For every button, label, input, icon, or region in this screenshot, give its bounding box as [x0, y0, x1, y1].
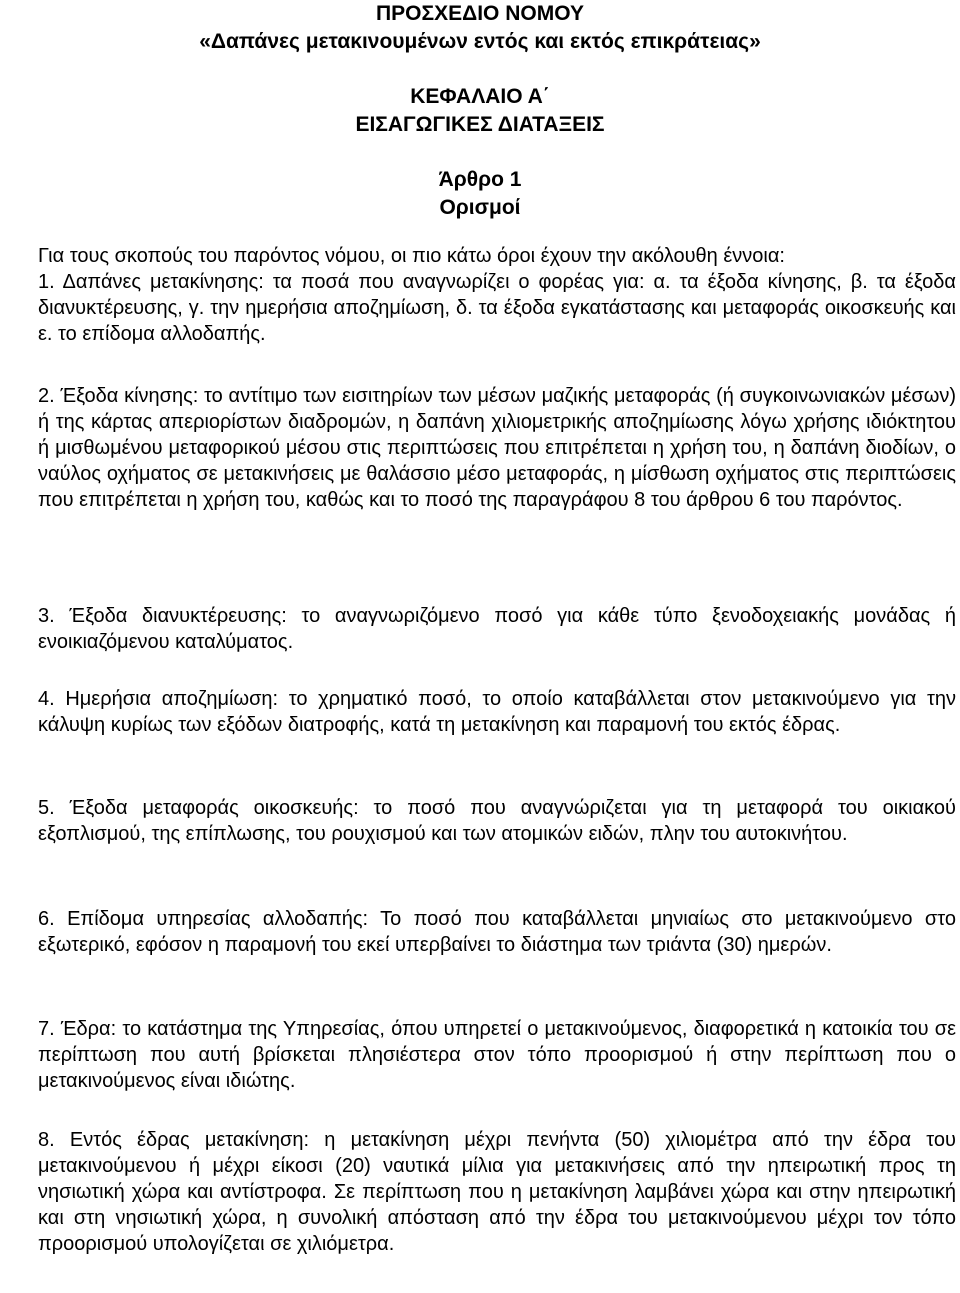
definition-number: 2. — [38, 385, 55, 407]
definition-item-6 — [38, 906, 956, 958]
definition-text: Ημερήσια αποζημίωση: το χρηματικό ποσό, το οποίο καταβάλλεται στον μετακινούμενο για την κάλυψη κυρίως των εξόδων διατροφής, κατά τη μετακίνηση και παραμονή του εκτός έδρας. — [38, 688, 956, 736]
doc-title-heading: «Δαπάνες μετακινουμένων εντός και εκτός επικράτειας» — [199, 30, 761, 53]
definition-item-4 — [38, 686, 956, 738]
intro-paragraph: Για τους σκοπούς του παρόντος νόμου, οι πιο κάτω όροι έχουν την ακόλουθη έννοια: — [38, 245, 785, 267]
definition-number: 3. — [38, 605, 55, 627]
definition-number: 8. — [38, 1129, 55, 1151]
definition-item-5 — [38, 795, 956, 847]
definition-item-1 — [38, 269, 956, 347]
definition-item-3 — [38, 603, 956, 655]
definition-number: 1. — [38, 271, 55, 293]
definition-text: Δαπάνες μετακίνησης: τα ποσά που αναγνωρίζει ο φορέας για: α. τα έξοδα κίνησης, β. τα έξοδα διανυκτέρευσης, γ. την ημερήσια αποζημίωση, δ. τα έξοδα εγκατάστασης και μεταφοράς οικοσκευής και ε. το επίδομα αλλοδαπής. — [38, 271, 956, 345]
definition-item-2 — [38, 383, 956, 513]
article-heading: Άρθρο 1 — [438, 168, 522, 191]
definition-text: Έδρα: το κατάστημα της Υπηρεσίας, όπου υπηρετεί ο μετακινούμενος, διαφορετικά η κατοικία του σε περίπτωση που αυτή βρίσκεται πλησιέστερα στον τόπο προορισμού ή στην περίπτωση που ο μετακινούμενος είναι ιδιώτης. — [38, 1018, 956, 1092]
definition-text: Εντός έδρας μετακίνηση: η μετακίνηση μέχρι πενήντα (50) χιλιομέτρα από την έδρα του μετακινούμενου ή μέχρι είκοσι (20) ναυτικά μίλια για μετακινήσεις από την ηπειρωτική προς τη νησιωτική χώρα και αντίστροφα. Σε περίπτωση που η μετακίνηση λαμβάνει χώρα και στην ηπειρωτική και στη νησιωτική χώρα, η συνολική απόσταση από την έδρα του μετακινούμενου μέχρι τον τόπο προορισμού υπολογίζεται σε χιλιόμετρα. — [38, 1129, 956, 1255]
definition-text: Έξοδα κίνησης: το αντίτιμο των εισιτηρίων των μέσων μαζικής μεταφοράς (ή συγκοινωνιακών μέσων) ή της κάρτας απεριορίστων διαδρομών, η δαπάνη χιλιομετρικής αποζημίωσης λόγω χρήσης ιδιόκτητου ή μισθωμένου μεταφορικού μέσου στις περιπτώσεις που επιτρέπεται η χρήση του, η δαπάνη διοδίων, ο ναύλος οχήματος σε μετακινήσεις με θαλάσσιο μέσο μεταφοράς, η μίσθωση οχήματος στις περιπτώσεις που επιτρέπεται η χρήση του, καθώς και το ποσό της παραγράφου 8 του άρθρου 6 του παρόντος. — [38, 385, 956, 511]
definition-number: 4. — [38, 688, 55, 710]
definition-item-8 — [38, 1127, 956, 1257]
definition-text: Επίδομα υπηρεσίας αλλοδαπής: Το ποσό που καταβάλλεται μηνιαίως στο μετακινούμενο στο εξωτερικό, εφόσον η παραμονή του εκεί υπερβαίνει το διάστημα των τριάντα (30) ημερών. — [38, 908, 956, 956]
chapter-title-heading: ΕΙΣΑΓΩΓΙΚΕΣ ΔΙΑΤΑΞΕΙΣ — [355, 113, 605, 136]
definition-text: Έξοδα διανυκτέρευσης: το αναγνωριζόμενο ποσό για κάθε τύπο ξενοδοχειακής μονάδας ή ενοικιαζόμενου καταλύματος. — [38, 605, 956, 653]
definition-number: 5. — [38, 797, 55, 819]
definition-text: Έξοδα μεταφοράς οικοσκευής: το ποσό που αναγνώριζεται για τη μεταφορά του οικιακού εξοπλισμού, της επίπλωσης, του ρουχισμού και των ατομικών ειδών, πλην του αυτοκινήτου. — [38, 797, 956, 845]
definition-number: 7. — [38, 1018, 55, 1040]
doc-type-heading: ΠΡΟΣΧΕΔΙΟ ΝΟΜΟΥ — [376, 2, 584, 25]
definition-number: 6. — [38, 908, 55, 930]
chapter-heading: ΚΕΦΑΛΑΙΟ Α΄ — [410, 85, 550, 108]
article-title-heading: Ορισμοί — [439, 196, 521, 219]
definition-item-7 — [38, 1016, 956, 1094]
